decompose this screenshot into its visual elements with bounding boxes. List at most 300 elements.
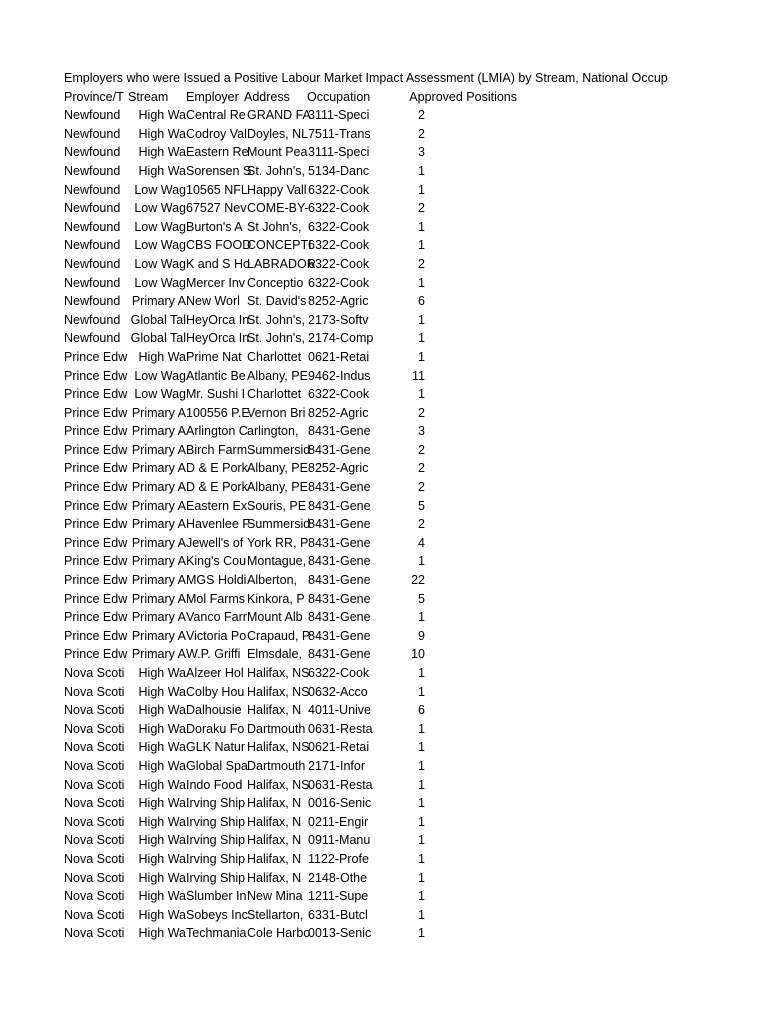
cell-employer: D & E Pork: [186, 461, 248, 476]
cell-stream: Primary A: [131, 628, 186, 643]
cell-approved-positions: 1: [418, 554, 425, 569]
cell-employer: Mol Farms: [186, 591, 246, 606]
cell-address: St. John's,: [247, 163, 305, 178]
cell-employer: Irving Ship: [186, 814, 246, 829]
cell-occupation: 0632-Acco: [308, 684, 368, 699]
cell-province: Nova Scoti: [64, 666, 125, 680]
table-row: [64, 497, 764, 516]
cell-address: COME-BY-: [247, 201, 309, 216]
cell-occupation: 2148-Othe: [308, 870, 368, 885]
table-row: [64, 757, 764, 776]
cell-province: Newfound: [64, 256, 121, 271]
table-row: [64, 292, 764, 311]
cell-occupation: 0016-Senic: [308, 796, 372, 811]
cell-stream: Low Wag: [134, 368, 186, 383]
table-row: [64, 255, 764, 274]
cell-approved-positions: 1: [418, 312, 425, 327]
cell-approved-positions: 2: [418, 517, 425, 532]
cell-approved-positions: 1: [418, 889, 425, 904]
cell-approved-positions: 2: [418, 108, 425, 123]
cell-employer: W.P. Griffi: [186, 647, 241, 662]
cell-employer: Colby Hou: [186, 684, 245, 699]
table-row: [64, 385, 764, 404]
cell-occupation: 6322-Cook: [308, 182, 370, 197]
cell-province: Newfound: [64, 163, 121, 178]
cell-occupation: 2171-Infor: [308, 758, 365, 773]
table-row: [64, 125, 764, 144]
cell-stream: High Wa: [138, 721, 186, 736]
cell-employer: Burton's A: [186, 219, 243, 234]
cell-approved-positions: 1: [418, 238, 425, 253]
cell-stream: Primary A: [131, 554, 186, 569]
table-row: [64, 887, 764, 906]
cell-address: Charlottet: [247, 349, 302, 364]
cell-occupation: 4011-Unive: [308, 703, 372, 718]
cell-employer: 100556 P.E: [186, 405, 250, 420]
cell-stream: Primary A: [131, 442, 186, 457]
cell-province: Nova Scoti: [64, 814, 125, 829]
cell-occupation: 8431-Gene: [308, 480, 371, 495]
cell-employer: Irving Ship: [186, 833, 246, 848]
cell-approved-positions: 10: [411, 647, 425, 662]
table-row: [64, 645, 764, 664]
cell-employer: Havenlee F: [186, 517, 250, 532]
cell-occupation: 8252-Agric: [308, 461, 369, 476]
cell-occupation: 6322-Cook: [308, 256, 370, 271]
cell-occupation: 8431-Gene: [308, 628, 371, 643]
cell-stream: Primary A: [131, 480, 186, 495]
cell-approved-positions: 2: [418, 201, 425, 216]
table-row: [64, 776, 764, 795]
table-row: [64, 218, 764, 237]
cell-province: Newfound: [64, 238, 121, 253]
cell-stream: Low Wag: [134, 238, 186, 253]
cell-address: Dartmouth: [247, 758, 306, 773]
cell-address: Mount Pea: [247, 145, 308, 160]
cell-stream: Low Wag: [134, 219, 186, 234]
cell-employer: Victoria Po: [186, 628, 247, 643]
cell-employer: Eastern Ex: [186, 498, 248, 513]
cell-occupation: 6322-Cook: [308, 219, 370, 234]
table-row: [64, 478, 764, 497]
cell-province: Prince Edw: [64, 480, 128, 495]
cell-occupation: 8431-Gene: [308, 442, 371, 457]
cell-occupation: 8431-Gene: [308, 535, 371, 550]
cell-occupation: 6322-Cook: [308, 275, 370, 290]
cell-address: CONCEPTI: [247, 238, 312, 253]
cell-address: Montague,: [247, 554, 307, 569]
cell-address: New Mina: [247, 889, 303, 904]
cell-stream: Low Wag: [134, 182, 186, 197]
cell-approved-positions: 1: [418, 610, 425, 625]
table-row: [64, 850, 764, 869]
cell-stream: High Wa: [138, 851, 186, 866]
cell-employer: D & E Pork: [186, 480, 248, 495]
cell-employer: K and S Ho: [186, 256, 250, 271]
cell-stream: High Wa: [138, 889, 186, 904]
cell-address: Albany, PE: [247, 480, 308, 495]
cell-employer: Vanco Farr: [186, 610, 247, 625]
cell-stream: High Wa: [138, 126, 186, 141]
cell-stream: High Wa: [138, 907, 186, 922]
cell-address: Mount Alb: [247, 610, 303, 625]
cell-province: Prince Edw: [64, 368, 128, 383]
table-row: [64, 236, 764, 255]
cell-employer: Codroy Val: [186, 126, 247, 141]
cell-stream: Primary A: [131, 424, 186, 439]
cell-employer: Doraku Fo: [186, 721, 245, 736]
cell-occupation: 6322-Cook: [308, 238, 370, 253]
cell-approved-positions: 1: [418, 684, 425, 699]
cell-province: Prince Edw: [64, 610, 128, 625]
cell-province: Prince Edw: [64, 387, 128, 402]
cell-stream: Primary A: [131, 517, 186, 532]
cell-employer: Global Spa: [186, 758, 248, 773]
table-row: [64, 404, 764, 423]
cell-stream: Primary A: [131, 647, 186, 662]
table-row: [64, 869, 764, 888]
cell-stream: High Wa: [138, 684, 186, 699]
cell-employer: Central Re: [186, 108, 246, 123]
cell-stream: Low Wag: [134, 201, 186, 216]
table-body: [64, 106, 764, 943]
sheet-title: Employers who were Issued a Positive Labour Market Impact Assessment (LMIA) by Stream, National Occup: [64, 71, 668, 85]
table-row: [64, 348, 764, 367]
cell-employer: New Worl: [186, 294, 240, 309]
cell-employer: GLK Natur: [186, 740, 246, 755]
table-row: [64, 906, 764, 925]
cell-province: Nova Scoti: [64, 777, 125, 792]
cell-address: Conceptio: [247, 275, 304, 290]
cell-occupation: 8431-Gene: [308, 591, 371, 606]
table-row: [64, 738, 764, 757]
cell-approved-positions: 11: [412, 368, 425, 383]
cell-employer: Irving Ship: [186, 851, 246, 866]
table-row: [64, 459, 764, 478]
cell-occupation: 6322-Cook: [308, 387, 370, 402]
cell-approved-positions: 1: [418, 740, 425, 755]
cell-province: Prince Edw: [64, 405, 128, 420]
cell-address: St. John's,: [247, 331, 305, 346]
cell-address: Albany, PE: [247, 368, 308, 383]
cell-address: Albany, PE: [247, 461, 308, 476]
cell-stream: Global Tal: [130, 312, 186, 327]
cell-occupation: 6322-Cook: [308, 201, 370, 216]
cell-approved-positions: 5: [418, 498, 425, 513]
cell-province: Nova Scoti: [64, 796, 125, 811]
cell-stream: Primary A: [131, 294, 186, 309]
cell-approved-positions: 1: [418, 666, 425, 680]
cell-address: Halifax, NS: [247, 684, 310, 699]
cell-province: Prince Edw: [64, 517, 128, 532]
cell-address: arlington,: [247, 424, 299, 439]
cell-approved-positions: 22: [411, 573, 425, 588]
cell-address: York RR, P: [247, 535, 309, 550]
header-row: [64, 88, 764, 107]
cell-employer: HeyOrca In: [186, 331, 250, 346]
header-approved-positions: Approved Positions: [409, 89, 517, 104]
cell-approved-positions: 2: [418, 461, 425, 476]
table-row: [64, 794, 764, 813]
table-row: [64, 590, 764, 609]
cell-approved-positions: 1: [418, 219, 425, 234]
cell-province: Prince Edw: [64, 535, 128, 550]
cell-employer: Mercer Inv: [186, 275, 246, 290]
cell-address: Halifax, N: [247, 870, 302, 885]
cell-occupation: 0211-Engir: [308, 814, 369, 829]
cell-province: Nova Scoti: [64, 907, 125, 922]
cell-approved-positions: 4: [418, 535, 425, 550]
cell-employer: HeyOrca In: [186, 312, 250, 327]
cell-approved-positions: 2: [418, 126, 425, 141]
cell-stream: Primary A: [131, 461, 186, 476]
table-row: [64, 701, 764, 720]
cell-occupation: 8431-Gene: [308, 517, 371, 532]
header-address: Address: [244, 89, 290, 104]
cell-stream: High Wa: [138, 703, 186, 718]
table-row: [64, 515, 764, 534]
cell-province: Prince Edw: [64, 498, 128, 513]
cell-province: Newfound: [64, 145, 121, 160]
cell-occupation: 7511-Trans: [308, 126, 371, 141]
cell-address: Halifax, N: [247, 851, 302, 866]
cell-approved-positions: 1: [418, 721, 425, 736]
cell-occupation: 0911-Manu: [308, 833, 371, 848]
cell-occupation: 0621-Retai: [308, 740, 370, 755]
cell-occupation: 2174-Comp: [308, 331, 374, 346]
cell-province: Nova Scoti: [64, 684, 125, 699]
table-row: [64, 143, 764, 162]
table-row: [64, 664, 764, 683]
cell-address: Halifax, N: [247, 833, 302, 848]
cell-approved-positions: 1: [418, 796, 425, 811]
table-row: [64, 608, 764, 627]
cell-employer: Irving Ship: [186, 870, 246, 885]
cell-address: Halifax, N: [247, 703, 302, 718]
cell-employer: Dalhousie: [186, 703, 242, 718]
cell-address: Stellarton,: [247, 907, 304, 922]
cell-province: Prince Edw: [64, 461, 128, 476]
cell-stream: High Wa: [138, 777, 186, 792]
cell-address: Vernon Bri: [247, 405, 306, 420]
cell-occupation: 1211-Supe: [308, 889, 369, 904]
table-row: [64, 720, 764, 739]
cell-province: Nova Scoti: [64, 851, 125, 866]
cell-employer: Birch Farm: [186, 442, 248, 457]
cell-address: Halifax, N: [247, 814, 302, 829]
table-row: [64, 813, 764, 832]
table-row: [64, 367, 764, 386]
cell-stream: High Wa: [138, 833, 186, 848]
cell-address: Summersid: [247, 517, 311, 532]
cell-approved-positions: 2: [418, 480, 425, 495]
cell-employer: CBS FOOD: [186, 238, 252, 253]
cell-employer: Irving Ship: [186, 796, 246, 811]
header-stream: Stream: [128, 89, 169, 104]
cell-approved-positions: 1: [418, 870, 425, 885]
cell-approved-positions: 2: [418, 405, 425, 420]
spreadsheet: [64, 69, 764, 943]
cell-employer: Atlantic Be: [186, 368, 246, 383]
header-occupation: Occupation: [307, 89, 371, 104]
header-province: Province/T: [64, 89, 124, 104]
cell-address: St. David's: [247, 294, 307, 309]
table-row: [64, 162, 764, 181]
cell-address: Kinkora, P: [247, 591, 305, 606]
cell-occupation: 5134-Danc: [308, 163, 370, 178]
cell-approved-positions: 1: [418, 926, 425, 941]
cell-approved-positions: 2: [418, 256, 425, 271]
cell-occupation: 2173-Softv: [308, 312, 369, 327]
cell-approved-positions: 1: [418, 851, 425, 866]
cell-occupation: 8431-Gene: [308, 554, 371, 569]
cell-occupation: 8252-Agric: [308, 294, 369, 309]
cell-stream: High Wa: [138, 145, 186, 160]
table-row: [64, 422, 764, 441]
cell-stream: High Wa: [138, 740, 186, 755]
cell-province: Prince Edw: [64, 349, 128, 364]
cell-address: Halifax, NS: [247, 777, 310, 792]
cell-address: Charlottet: [247, 387, 302, 402]
table-row: [64, 571, 764, 590]
cell-stream: Global Tal: [130, 331, 186, 346]
cell-stream: Primary A: [131, 405, 186, 420]
table-row: [64, 831, 764, 850]
cell-stream: High Wa: [138, 108, 186, 123]
cell-stream: High Wa: [138, 814, 186, 829]
cell-address: St John's,: [247, 219, 302, 234]
cell-stream: High Wa: [138, 758, 186, 773]
cell-stream: High Wa: [138, 926, 186, 941]
table-row: [64, 181, 764, 200]
cell-province: Nova Scoti: [64, 703, 125, 718]
cell-province: Newfound: [64, 294, 121, 309]
table-row: [64, 199, 764, 218]
cell-address: Dartmouth: [247, 721, 306, 736]
cell-address: Crapaud, P: [247, 628, 311, 643]
cell-address: GRAND FA: [247, 108, 311, 123]
cell-employer: Sobeys Inc: [186, 907, 248, 922]
cell-approved-positions: 6: [418, 703, 425, 718]
table-row: [64, 627, 764, 646]
table-row: [64, 534, 764, 553]
cell-employer: Eastern Re: [186, 145, 249, 160]
cell-province: Nova Scoti: [64, 758, 125, 773]
cell-address: Cole Harbo: [247, 926, 311, 941]
cell-occupation: 6322-Cook: [308, 666, 370, 680]
cell-approved-positions: 1: [418, 275, 425, 290]
cell-province: Nova Scoti: [64, 889, 125, 904]
cell-employer: King's Cou: [186, 554, 247, 569]
cell-employer: Prime Nat: [186, 349, 242, 364]
cell-province: Newfound: [64, 182, 121, 197]
cell-province: Newfound: [64, 312, 121, 327]
cell-approved-positions: 1: [418, 331, 425, 346]
table-row: [64, 106, 764, 125]
cell-occupation: 8431-Gene: [308, 424, 371, 439]
cell-address: Halifax, N: [247, 796, 302, 811]
table-row: [64, 552, 764, 571]
cell-occupation: 6331-Butcl: [308, 907, 368, 922]
cell-employer: Alzeer Hol: [186, 666, 244, 680]
cell-occupation: 0013-Senic: [308, 926, 372, 941]
cell-stream: Low Wag: [134, 387, 186, 402]
header-employer: Employer: [186, 89, 239, 104]
table-row: [64, 329, 764, 348]
cell-province: Newfound: [64, 126, 121, 141]
cell-approved-positions: 1: [418, 814, 425, 829]
cell-occupation: 3111-Speci: [308, 145, 370, 160]
table-row: [64, 441, 764, 460]
cell-employer: Sorensen S: [186, 163, 252, 178]
cell-stream: Low Wag: [134, 275, 186, 290]
cell-occupation: 0631-Resta: [308, 721, 373, 736]
cell-address: Doyles, NL: [247, 126, 309, 141]
cell-stream: Primary A: [131, 610, 186, 625]
cell-stream: High Wa: [138, 796, 186, 811]
cell-address: Alberton,: [247, 573, 298, 588]
cell-occupation: 8431-Gene: [308, 610, 371, 625]
cell-province: Nova Scoti: [64, 740, 125, 755]
cell-province: Newfound: [64, 219, 121, 234]
cell-occupation: 0631-Resta: [308, 777, 373, 792]
cell-approved-positions: 9: [418, 628, 425, 643]
cell-employer: 10565 NFL: [186, 182, 248, 197]
cell-employer: Mr. Sushi I: [186, 387, 246, 402]
cell-address: Halifax, NS: [247, 740, 310, 755]
cell-approved-positions: 1: [418, 349, 425, 364]
cell-address: Summersid: [247, 442, 311, 457]
cell-address: Elmsdale,: [247, 647, 302, 662]
cell-address: Halifax, NS: [247, 666, 310, 680]
cell-occupation: 8252-Agric: [308, 405, 369, 420]
cell-occupation: 8431-Gene: [308, 573, 371, 588]
cell-stream: High Wa: [138, 666, 186, 680]
cell-occupation: 9462-Indus: [308, 368, 371, 383]
cell-address: Happy Vall: [247, 182, 307, 197]
cell-province: Newfound: [64, 275, 121, 290]
table-row: [64, 683, 764, 702]
cell-occupation: 1122-Profe: [308, 851, 369, 866]
cell-address: Souris, PE: [247, 498, 307, 513]
cell-province: Prince Edw: [64, 442, 128, 457]
cell-province: Prince Edw: [64, 573, 128, 588]
cell-province: Newfound: [64, 108, 121, 123]
cell-approved-positions: 3: [418, 424, 425, 439]
cell-occupation: 3111-Speci: [308, 108, 370, 123]
cell-approved-positions: 1: [418, 907, 425, 922]
cell-approved-positions: 2: [418, 442, 425, 457]
cell-approved-positions: 1: [418, 182, 425, 197]
cell-province: Newfound: [64, 201, 121, 216]
cell-province: Prince Edw: [64, 554, 128, 569]
cell-stream: Primary A: [131, 498, 186, 513]
cell-stream: Low Wag: [134, 256, 186, 271]
cell-province: Nova Scoti: [64, 870, 125, 885]
cell-employer: Jewell's of: [186, 535, 244, 550]
cell-province: Prince Edw: [64, 591, 128, 606]
cell-approved-positions: 1: [418, 777, 425, 792]
cell-province: Prince Edw: [64, 424, 128, 439]
cell-province: Prince Edw: [64, 628, 128, 643]
cell-approved-positions: 1: [418, 387, 425, 402]
cell-address: LABRADOR: [247, 256, 316, 271]
cell-approved-positions: 1: [418, 163, 425, 178]
cell-approved-positions: 5: [418, 591, 425, 606]
cell-approved-positions: 1: [418, 833, 425, 848]
cell-approved-positions: 3: [418, 145, 425, 160]
cell-province: Nova Scoti: [64, 833, 125, 848]
